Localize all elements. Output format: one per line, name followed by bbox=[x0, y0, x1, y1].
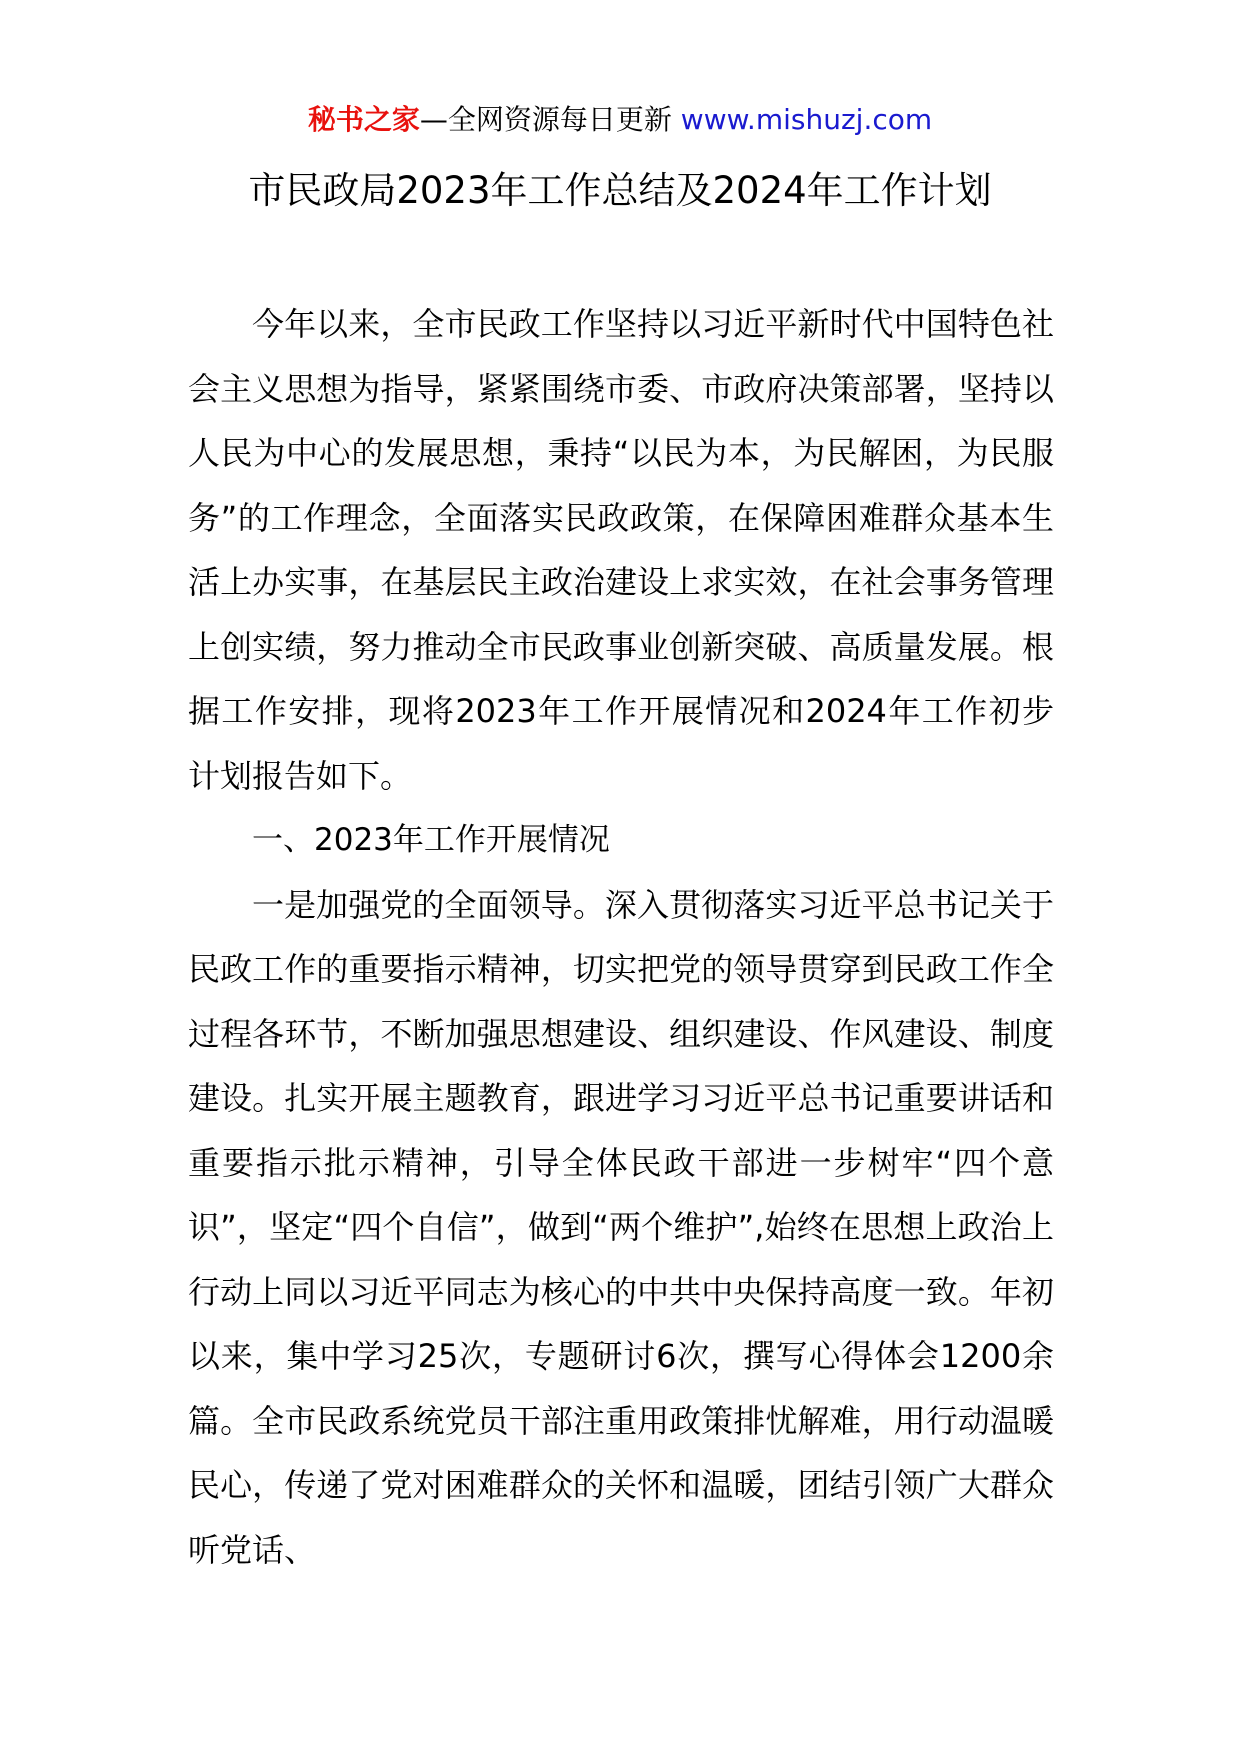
site-url-link[interactable]: www.mishuzj.com bbox=[680, 103, 933, 136]
body-paragraph: 一是加强党的全面领导。深入贯彻落实习近平总书记关于民政工作的重要指示精神，切实把党的领导贯穿到民政工作全过程各环节，不断加强思想建设、组织建设、作风建设、制度建设。扎实开展主题教育，跟进学习习近平总书记重要讲话和重要指示批示精神，引导全体民政干部进一步树牢“四个意识”，坚定“四个自信”，做到“两个维护”,始终在思想上政治上行动上同以习近平同志为核心的中共中央保持高度一致。年初以来，集中学习25次，专题研讨6次，撰写心得体会1200余篇。全市民政系统党员干部注重用政策排忧解难，用行动温暖民心，传递了党对困难群众的关怀和温暖，团结引领广大群众听党话、 bbox=[188, 885, 1054, 1569]
document-title: 市民政局2023年工作总结及2024年工作计划 bbox=[248, 169, 992, 212]
document-body bbox=[188, 292, 1054, 1582]
site-slogan: —全网资源每日更新 bbox=[419, 103, 672, 136]
site-brand: 秘书之家 bbox=[307, 103, 420, 136]
intro-paragraph: 今年以来，全市民政工作坚持以习近平新时代中国特色社会主义思想为指导，紧紧围绕市委、市政府决策部署，坚持以人民为中心的发展思想，秉持“以民为本，为民解困，为民服务”的工作理念，全面落实民政政策，在保障困难群众基本生活上办实事，在基层民主政治建设上求实效，在社会事务管理上创实绩，努力推动全市民政事业创新突破、高质量发展。根据工作安排，现将2023年工作开展情况和2024年工作初步计划报告如下。 bbox=[188, 305, 1054, 795]
section-heading: 一、2023年工作开展情况 bbox=[252, 822, 610, 858]
site-banner bbox=[0, 100, 1240, 140]
